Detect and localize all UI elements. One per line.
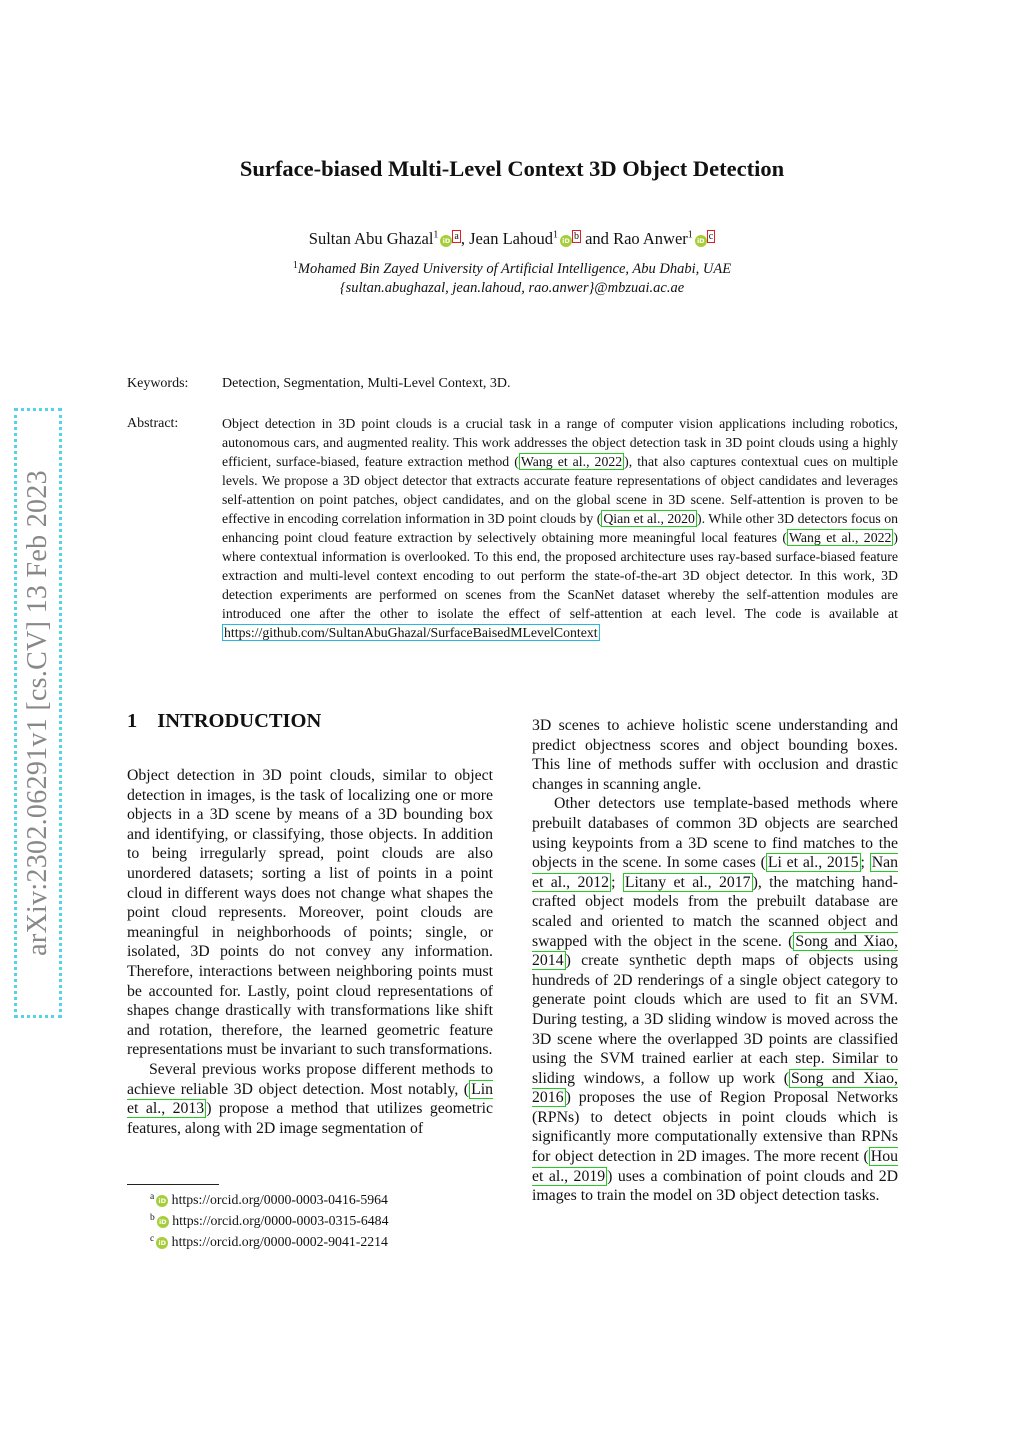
paper-title: Surface-biased Multi-Level Context 3D Object Detection <box>239 156 785 181</box>
orcid-icon[interactable]: iD <box>440 235 452 247</box>
left-column <box>127 766 493 1138</box>
footnote-mark: a <box>150 1192 155 1202</box>
orcid-url[interactable]: https://orcid.org/0000-0003-0315-6484 <box>172 1213 389 1228</box>
author-affil-sup: 1 <box>552 229 558 241</box>
affiliation-sup: 1 <box>292 260 298 271</box>
section-number: 1 <box>127 710 138 732</box>
abstract-span: ) where contextual information is overlooked. To this end, the proposed architecture uses ray-based surface-biased feature extraction and multi-level context encoding to out perform the state-of-the-art 3D object detector. In this work, 3D detection experiments are performed on scenes from the ScanNet dataset whereby the self-attention modules are introduced one after the other to isolate the effect of self-attention at each level. The code is available at <box>222 530 899 621</box>
citation-link[interactable]: Song and Xiao, 2014 <box>532 932 898 970</box>
right-column <box>532 716 898 1206</box>
footnote <box>150 1209 388 1230</box>
citation-link[interactable]: Qian et al., 2020 <box>603 511 695 526</box>
section-title: INTRODUCTION <box>157 710 322 732</box>
paragraph-span: Several previous works propose different methods to achieve reliable 3D object detection. Most notably, ( <box>127 1060 493 1098</box>
footnotes <box>150 1188 388 1251</box>
paragraph-span: ) uses a combination of point clouds and 2D images to train the model on 3D object detection tasks. <box>532 1167 898 1205</box>
author-3 <box>613 229 715 248</box>
arxiv-identifier[interactable]: arXiv:2302.06291v1 [cs.CV] 13 Feb 2023 <box>22 470 53 956</box>
author-separator: and <box>580 229 614 248</box>
author-separator: , <box>460 229 470 248</box>
affiliation-block <box>0 256 1024 298</box>
author-list <box>0 229 1024 249</box>
affiliation-text: Mohamed Bin Zayed University of Artificial Intelligence, Abu Dhabi, UAE <box>297 261 732 277</box>
citation-link[interactable]: Nan et al., 2012 <box>532 854 899 891</box>
footnote-link[interactable]: c <box>708 231 714 242</box>
citation-link[interactable]: Li et al., 2015 <box>767 854 859 872</box>
paragraph-span: ) propose a method that utilizes geometric features, along with 2D image segmentation of <box>127 1100 493 1137</box>
abstract-span: ), that also captures contextual cues on multiple levels. We propose a 3D object detector that extracts accurate feature representations of object candidates and leverages self-attention on point patches, object candidates, and on the global scene in 3D scene. Self-attention is proven to be effective in encoding correlation information in 3D point clouds by ( <box>222 454 899 526</box>
paragraph-span: Other detectors use template-based methods where prebuilt databases of common 3D objects are searched using keypoints from a 3D scene to find matches to the objects in the scene. In some cases ( <box>532 795 898 872</box>
orcid-url[interactable]: https://orcid.org/0000-0002-9041-2214 <box>171 1234 388 1249</box>
code-url-link[interactable]: https://github.com/SultanAbuGhazal/SurfaceBaisedMLevelContext <box>224 625 598 640</box>
footnote-mark: b <box>150 1213 155 1223</box>
footnote <box>150 1188 388 1209</box>
orcid-url[interactable]: https://orcid.org/0000-0003-0416-5964 <box>171 1192 388 1207</box>
section-heading <box>127 710 321 733</box>
orcid-icon[interactable]: iD <box>560 235 572 247</box>
paragraph-span: ) create synthetic depth maps of objects using hundreds of 2D renderings of a single object category to generate point clouds which are used to fit an SVM. During testing, a 3D sliding window is moved across the 3D scene where the overlapped 3D points are classified using the SVM trained earlier at each step. Similar to sliding windows, a follow up work ( <box>532 952 898 1087</box>
paragraph <box>127 1060 493 1138</box>
arxiv-sidebar[interactable] <box>14 408 62 1018</box>
paragraph-span: ) proposes the use of Region Proposal Networks (RPNs) to detect objects in point clouds which is significantly more computationally extensive than RPNs for object detection in 2D images. The more recent ( <box>532 1089 898 1166</box>
author-2 <box>469 229 613 248</box>
author-emails: {sultan.abughazal, jean.lahoud, rao.anwer}@mbzuai.ac.ae <box>339 280 685 296</box>
orcid-icon[interactable]: iD <box>695 235 707 247</box>
citation-link[interactable]: Hou et al., 2019 <box>532 1148 898 1185</box>
citation-link[interactable]: Wang et al., 2022 <box>788 530 892 545</box>
citation-link[interactable]: Lin et al., 2013 <box>127 1080 493 1118</box>
keywords-text: Detection, Segmentation, Multi-Level Context, 3D. <box>222 376 511 391</box>
footnote-link[interactable]: b <box>573 231 579 242</box>
author-name: Jean Lahoud <box>469 229 553 248</box>
footnote-mark: c <box>150 1234 155 1244</box>
author-affil-sup: 1 <box>687 229 693 241</box>
citation-link[interactable]: Wang et al., 2022 <box>520 454 623 469</box>
paragraph: 3D scenes to achieve holistic scene understanding and predict objectness scores and object bounding boxes. This line of methods suffer with occlusion and drastic changes in scanning angle. <box>532 717 898 793</box>
citation-link[interactable]: Litany et al., 2017 <box>624 873 751 891</box>
keywords-label: Keywords: <box>127 376 189 391</box>
affiliation <box>0 256 1024 279</box>
orcid-icon: iD <box>156 1195 168 1207</box>
paragraph: Other detectors use template-based methods where prebuilt databases of common 3D objects are searched using keypoints from a 3D scene to find matches to the objects in the scene. In some cases ( Li et al., 2015 ; Nan et al., 2012 ; Litany et al., 2017 ), the matching hand-crafted object models from the prebuilt database are scaled and oriented to match the scanned object and swapped with the object in the scene. ( Song and Xiao, 2014 ) create synthetic depth maps of objects using hundreds of 2D renderings of a single object category to generate point clouds which are used to fit an SVM. During testing, a 3D sliding window is moved across the 3D scene where the overlapped 3D points are classified using the SVM trained earlier at each step. Similar to sliding windows, a follow up work ( Song and Xiao, 2016 ) proposes the use of Region Proposal Networks (RPNs) to detect objects in point clouds which is significantly more computationally extensive than RPNs for object detection in 2D images. The more recent ( Hou et al., 2019 ) uses a combination of point clouds and 2D images to train the model on 3D object detection tasks. <box>532 795 899 1205</box>
abstract-text <box>222 414 898 642</box>
abstract-span: Object detection in 3D point clouds is a crucial task in a range of computer vision applications including robotics, autonomous cars, and augmented reality. This work addresses the object detection task in 3D point clouds using a highly efficient, surface-biased, feature extraction method ( <box>222 416 898 469</box>
paragraph-span: ), the matching hand-crafted object models from the prebuilt database are scaled and oriented to match the scanned object and swapped with the object in the scene. ( <box>532 873 898 950</box>
author-affil-sup: 1 <box>433 229 439 241</box>
abstract-span: ). While other 3D detectors focus on enhancing point cloud feature extraction by selectively obtaining more meaningful local features ( <box>222 511 899 545</box>
author-name: Sultan Abu Ghazal <box>308 229 434 248</box>
abstract-label: Abstract: <box>127 416 179 431</box>
orcid-icon: iD <box>156 1237 168 1249</box>
footnote-link[interactable]: a <box>454 231 459 242</box>
citation-link[interactable]: Song and Xiao, 2016 <box>532 1069 898 1107</box>
footnote <box>150 1230 388 1251</box>
author-name: Rao Anwer <box>613 229 688 248</box>
author-1 <box>309 229 469 248</box>
footnote-rule <box>127 1184 219 1185</box>
orcid-icon: iD <box>157 1216 169 1228</box>
paragraph: Object detection in 3D point clouds, similar to object detection in images, is the task of localizing one or more objects in a 3D scene by means of a 3D bounding box and identifying, or classifying, those objects. In addition to being irregularly spread, point clouds are also unordered datasets; sorting a list of points in a point cloud in different ways does not change what shapes the point cloud represents. Moreover, point clouds are meaningful in neighborhoods of points; single, or isolated, 3D points do not convey any information. Therefore, interactions between neighboring points must be accounted for. Lastly, point cloud representations of shapes change drastically with transformations like shift and rotation, therefore, the learned geometric feature representations must be invariant to such transformations. <box>127 767 493 1059</box>
